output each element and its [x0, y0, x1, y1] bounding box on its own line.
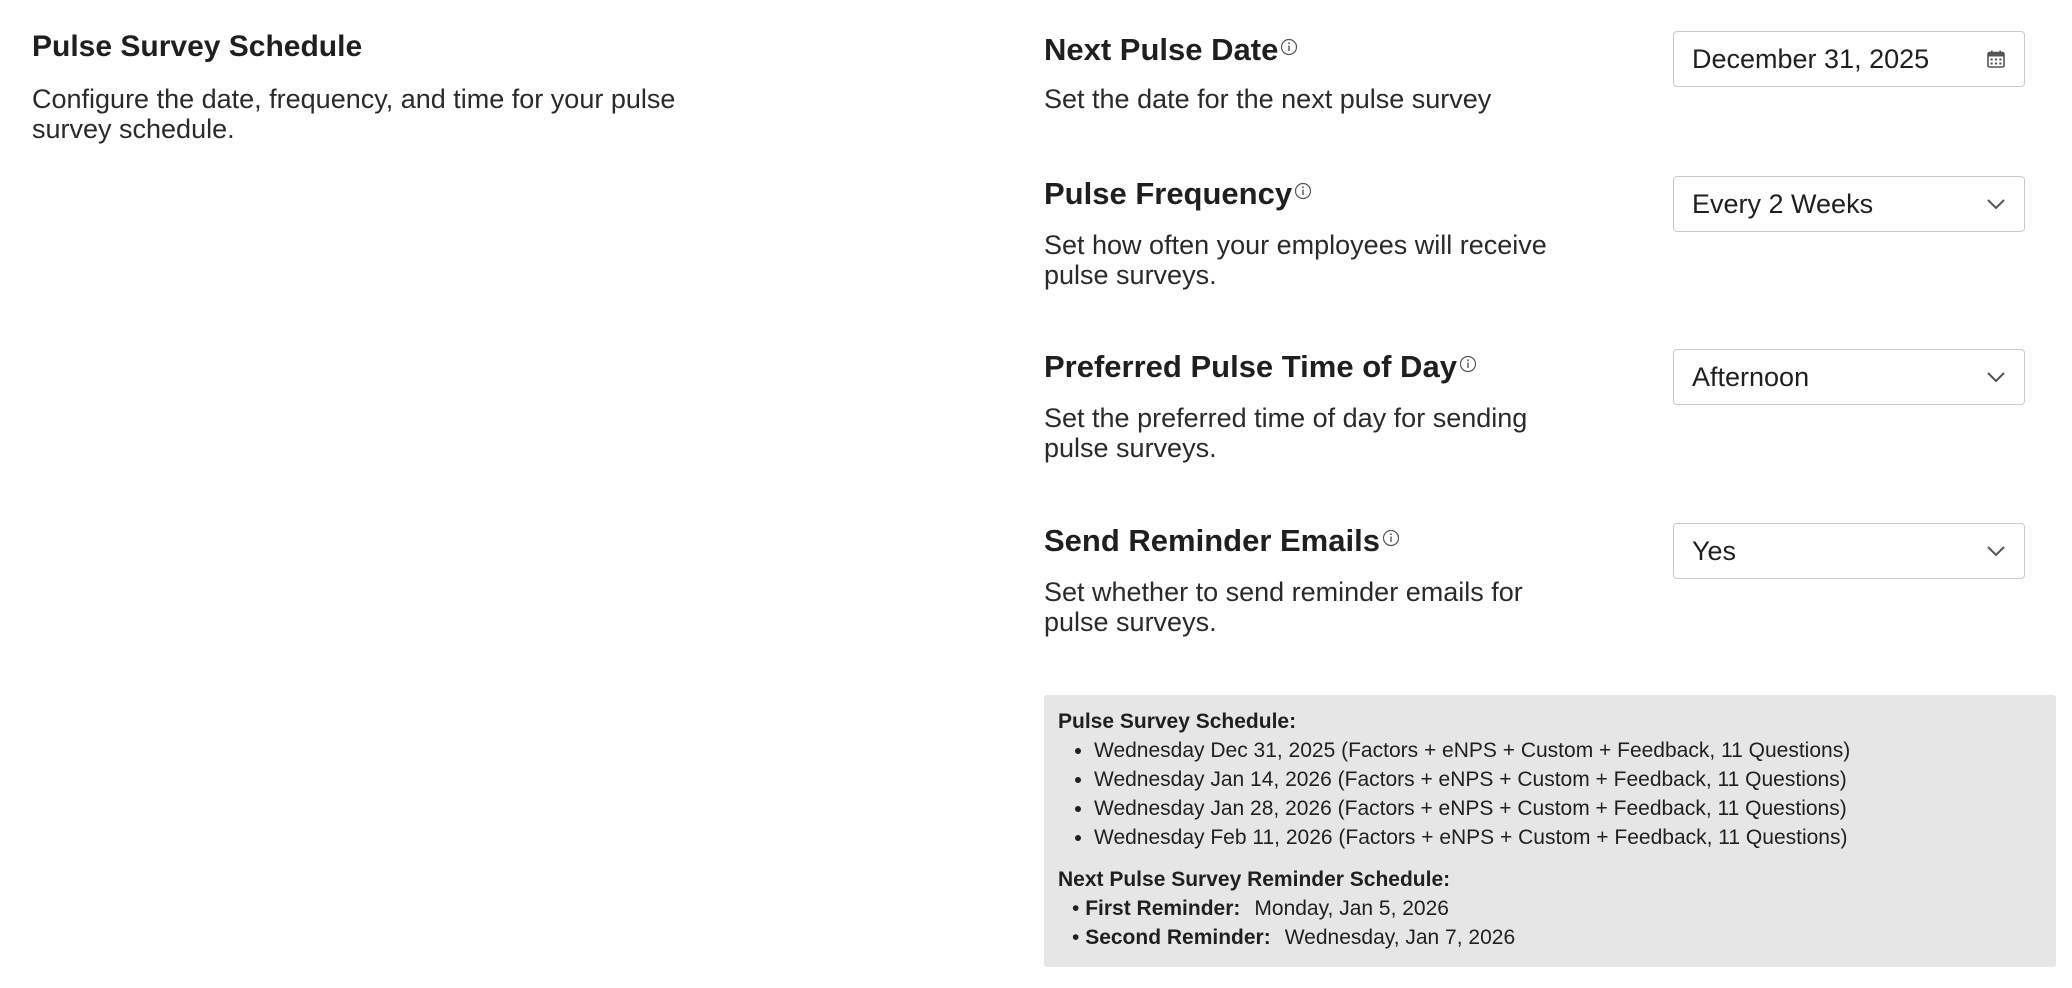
- reminder-schedule-header: Next Pulse Survey Reminder Schedule:: [1058, 868, 1451, 891]
- info-icon[interactable]: [1294, 172, 1312, 208]
- reminder-label: Second Reminder:: [1085, 926, 1271, 949]
- preferred-time-select[interactable]: [1673, 349, 2025, 405]
- info-icon[interactable]: [1280, 28, 1298, 64]
- setting-description: Set whether to send reminder emails for pulse surveys.: [1044, 577, 1523, 637]
- setting-label: Send Reminder Emails: [1044, 523, 1380, 558]
- schedule-item: • Wednesday Jan 14, 2026 (Factors + eNPS + Custom + Feedback, 11 Questions): [1094, 765, 2042, 794]
- chevron-down-icon: [1986, 198, 2006, 210]
- schedule-header: Pulse Survey Schedule:: [1058, 710, 1297, 733]
- reminder-date: Wednesday, Jan 7, 2026: [1284, 926, 1516, 949]
- section-description: Configure the date, frequency, and time for your pulse survey schedule.: [32, 84, 676, 144]
- schedule-item: • Wednesday Feb 11, 2026 (Factors + eNPS + Custom + Feedback, 11 Questions): [1094, 823, 2042, 852]
- schedule-summary: [1044, 695, 2056, 967]
- info-icon[interactable]: [1382, 519, 1400, 555]
- pulse-frequency-select[interactable]: [1673, 176, 2025, 232]
- setting-description: Set the preferred time of day for sending pulse surveys.: [1044, 403, 1528, 463]
- date-value: December 31, 2025: [1692, 43, 1930, 74]
- setting-label: Next Pulse Date: [1044, 32, 1279, 67]
- next-pulse-date-input[interactable]: [1673, 31, 2025, 87]
- select-value: Afternoon: [1692, 361, 1810, 392]
- schedule-item: • Wednesday Dec 31, 2025 (Factors + eNPS + Custom + Feedback, 11 Questions): [1094, 736, 2042, 765]
- reminder-row: • First Reminder: Monday, Jan 5, 2026: [1072, 897, 1449, 920]
- info-icon[interactable]: [1459, 345, 1477, 381]
- reminder-date: Monday, Jan 5, 2026: [1254, 897, 1449, 920]
- schedule-list: [1058, 736, 2042, 852]
- section-title: Pulse Survey Schedule: [32, 30, 363, 63]
- calendar-icon[interactable]: [1986, 49, 2006, 69]
- select-value: Every 2 Weeks: [1692, 188, 1874, 219]
- reminder-label: First Reminder:: [1085, 897, 1241, 920]
- schedule-item: • Wednesday Jan 28, 2026 (Factors + eNPS + Custom + Feedback, 11 Questions): [1094, 794, 2042, 823]
- select-value: Yes: [1692, 535, 1737, 566]
- setting-label: Preferred Pulse Time of Day: [1044, 349, 1457, 384]
- section-intro: [32, 30, 732, 144]
- chevron-down-icon: [1986, 545, 2006, 557]
- reminder-row: • Second Reminder: Wednesday, Jan 7, 2026: [1072, 926, 1516, 949]
- chevron-down-icon: [1986, 371, 2006, 383]
- setting-description: Set how often your employees will receive pulse surveys.: [1044, 230, 1547, 290]
- setting-label: Pulse Frequency: [1044, 176, 1293, 211]
- setting-description: Set the date for the next pulse survey: [1044, 84, 1492, 114]
- send-reminders-select[interactable]: [1673, 523, 2025, 579]
